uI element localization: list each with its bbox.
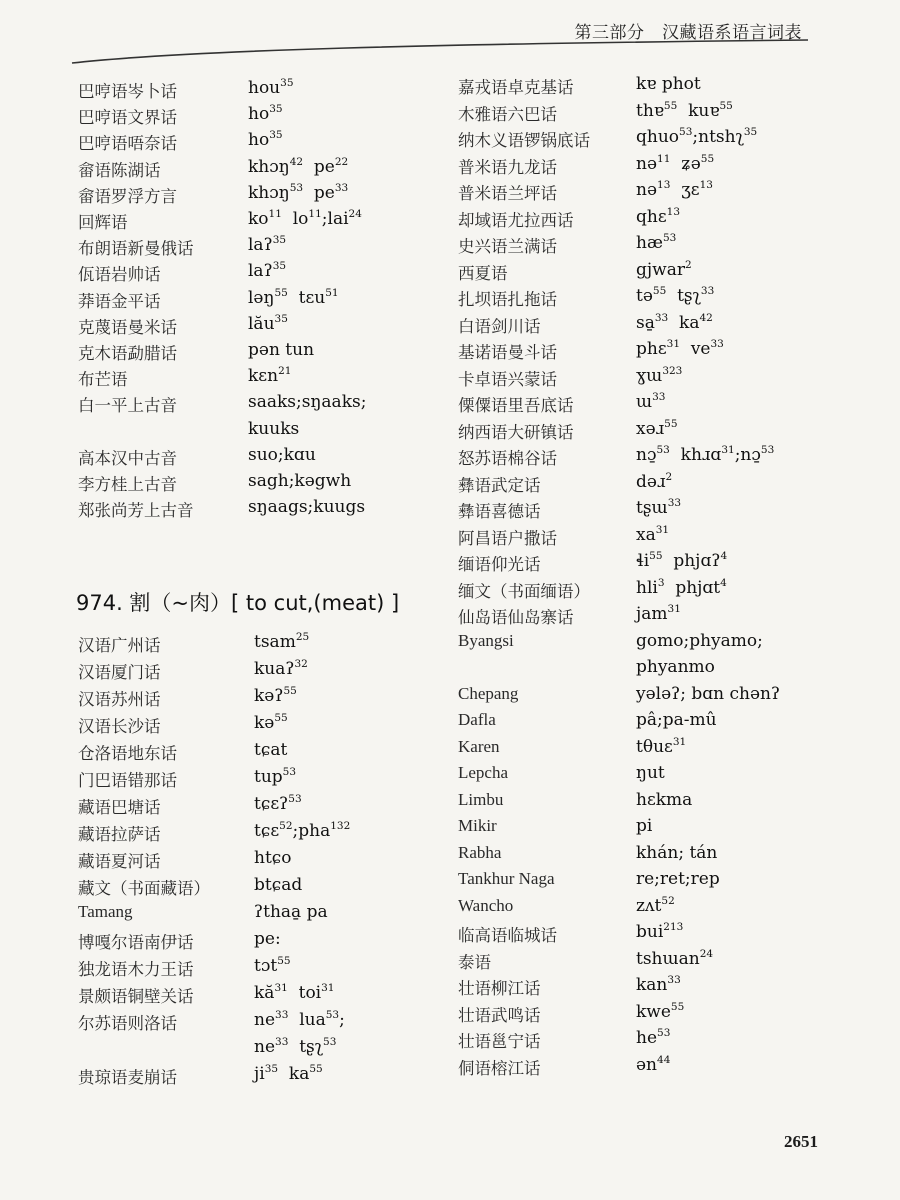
lexicon-entry (78, 767, 378, 793)
word-form: laʔ$^{35}$ (248, 260, 287, 282)
lexicon-entry (458, 525, 838, 551)
word-form: jam$^{31}$ (636, 603, 681, 624)
language-name: 回辉语 (78, 213, 128, 232)
lexicon-entry (78, 929, 378, 955)
language-name: 侗语榕江话 (458, 1058, 541, 1078)
lexicon-entry (458, 154, 838, 180)
lexicon-entry (78, 445, 378, 471)
lexicon-entry (458, 975, 838, 1001)
lexicon-entry (78, 686, 378, 712)
word-form: bui$^{213}$ (636, 921, 684, 942)
lexicon-entry (458, 816, 838, 842)
language-name: 克蔑语曼米话 (78, 317, 177, 337)
lexicon-entry (78, 157, 378, 183)
entry-heading: 974. 割（~肉）[ to cut,(meat) ] (76, 591, 400, 615)
lexicon-entry (78, 497, 378, 523)
word-form: zʌt$^{52}$ (636, 894, 675, 916)
language-name: 李方桂上古音 (78, 475, 177, 494)
word-form: nɔ̱$^{53}$ khɹɑ$^{31}$;nɔ̱$^{53}$ (636, 444, 775, 465)
language-name: 藏语夏河话 (78, 852, 161, 871)
word-form: tup$^{53}$ (254, 766, 297, 787)
word-form: saaks;sŋaaks; (248, 392, 367, 413)
lexicon-entry (458, 101, 838, 127)
language-name: 独龙语木力王话 (78, 960, 194, 979)
language-name: 藏语拉萨话 (78, 825, 161, 844)
language-name: 门巴语错那话 (78, 771, 177, 790)
word-form: kan$^{33}$ (636, 974, 681, 995)
word-form: $he^{53}$ (636, 1027, 671, 1048)
word-form: tɕat (254, 740, 288, 760)
lexicon-entry (458, 180, 838, 206)
word-form: $ho^{35}$ (248, 103, 283, 125)
word-form: kəʔ$^{55}$ (254, 685, 297, 706)
lexicon-entry (458, 207, 838, 233)
lexicon-entry (78, 130, 378, 156)
lexicon-entry (78, 821, 378, 847)
word-form: pən tun (248, 340, 315, 360)
language-name: 高本汉中古音 (78, 448, 177, 468)
lexicon-entry (78, 1064, 378, 1090)
word-form: xəɹ$^{55}$ (636, 417, 678, 439)
word-form: sŋaags;kuugs (248, 497, 366, 518)
word-form: thɐ$^{55}$ kuɐ$^{55}$ (636, 99, 733, 121)
word-form: tθuɛ$^{31}$ (636, 735, 687, 757)
lexicon-entry (458, 710, 838, 736)
word-form: khán; tán (636, 842, 718, 863)
lexicon-entry (78, 419, 378, 445)
language-name: 汉语苏州话 (78, 690, 161, 709)
word-form: laʔ$^{35}$ (248, 234, 287, 256)
language-name: 傈僳语里吾底话 (458, 396, 574, 415)
language-name: 白语剑川话 (458, 316, 541, 336)
lexicon-entry (458, 763, 838, 789)
lexicon-entry (458, 1002, 838, 1028)
language-name: 贵琼语麦崩话 (78, 1068, 177, 1087)
word-form: $ho^{35}$ (248, 129, 283, 151)
word-form: re;ret;rep (636, 869, 720, 889)
word-form: tshɯan$^{24}$ (636, 947, 714, 969)
lexicon-entry (458, 339, 838, 365)
language-name: 泰语 (458, 952, 491, 972)
word-form: nə$^{13}$ ʒɛ$^{13}$ (636, 179, 713, 200)
lexicon-entry (458, 1028, 838, 1054)
lexicon-entry (458, 604, 838, 630)
word-form: kuuks (248, 418, 300, 439)
word-form: ŋut (636, 763, 665, 783)
word-form: hli$^3$ phjɑt$^4$ (636, 576, 727, 598)
language-name: Dafla (458, 710, 496, 729)
word-form: tə$^{55}$ tʂʅ$^{33}$ (636, 285, 715, 306)
language-name: 纳木义语锣锅底话 (458, 131, 590, 150)
word-form: $xa^{31}$ (636, 523, 670, 545)
lexicon-entry (458, 392, 838, 418)
language-name: Mikir (458, 816, 497, 835)
language-name: 博嘎尔语南伊话 (78, 933, 194, 952)
language-name: 壮语邕宁话 (458, 1032, 541, 1051)
language-name: 西夏语 (458, 263, 508, 283)
running-header: 第三部分 汉藏语系语言词表 (574, 23, 802, 43)
lexicon-entry (458, 366, 838, 392)
lexicon-entry (78, 78, 378, 104)
language-name: Limbu (458, 789, 504, 809)
lexicon-entry (458, 1055, 838, 1081)
lexicon-entry (78, 288, 378, 314)
lexicon-entry (78, 104, 378, 130)
lexicon-entry (458, 843, 838, 869)
word-form: tɔt$^{55}$ (254, 955, 291, 976)
lexicon-entry (458, 472, 838, 498)
lexicon-entry (78, 1010, 378, 1036)
word-form: sagh;kəgwh (248, 471, 352, 491)
lexicon-entry (458, 631, 838, 657)
lexicon-entry (78, 261, 378, 287)
word-form: ɣɯ$^{323}$ (636, 364, 683, 386)
word-form: khɔŋ$^{42}$ $pe^{22}$ (248, 155, 349, 177)
word-form: lău$^{35}$ (248, 312, 288, 334)
language-name: 史兴语兰满话 (458, 237, 557, 256)
lexicon-entry (458, 445, 838, 471)
word-form: $kă^{31}$ toi$^{31}$ (254, 982, 335, 1003)
language-name: 藏语巴塘话 (78, 798, 161, 817)
lexicon-entry (78, 713, 378, 739)
language-name: 藏文（书面藏语） (78, 879, 210, 898)
language-name: Byangsi (458, 630, 514, 650)
lexicon-entry (458, 869, 838, 895)
lexicon-entry (78, 740, 378, 766)
lexicon-entry (78, 1037, 378, 1063)
word-form: kə$^{55}$ (254, 712, 288, 733)
language-name: 嘉戎语卓克基话 (458, 78, 574, 97)
lexicon-entry (458, 684, 838, 710)
lexicon-entry (458, 922, 838, 948)
word-form: ən$^{44}$ (636, 1053, 671, 1075)
word-form: kwe$^{55}$ (636, 1000, 685, 1022)
language-name: 彝语喜德话 (458, 502, 541, 521)
language-name: 彝语武定话 (458, 475, 541, 495)
language-name: 佤语岩帅话 (78, 265, 161, 285)
lexicon-entry (458, 233, 838, 259)
lexicon-entry (458, 949, 838, 975)
language-name: 白一平上古音 (78, 396, 177, 416)
lexicon-entry (78, 902, 378, 928)
language-name: 郑张尚芳上古音 (78, 501, 194, 521)
lexicon-entry (458, 419, 838, 445)
language-name: 临高语临城话 (458, 926, 557, 945)
language-name: Rabha (458, 842, 502, 862)
language-name: 普米语兰坪话 (458, 184, 557, 203)
language-name: 卡卓语兴蒙话 (458, 369, 557, 389)
language-name: 汉语长沙话 (78, 717, 161, 736)
word-form: nə$^{11}$ ʑə$^{55}$ (636, 152, 715, 174)
language-name: 景颇语铜壁关话 (78, 987, 194, 1006)
language-name: Karen (458, 736, 500, 756)
word-form: dəɹ$^2$ (636, 470, 673, 492)
word-form: pe: (254, 929, 281, 949)
lexicon-entry (458, 737, 838, 763)
word-form: hɛkma (636, 789, 693, 810)
language-name: Tamang (78, 902, 133, 921)
language-name: 汉语厦门话 (78, 663, 161, 682)
language-name: 缅语仰光话 (458, 555, 541, 574)
language-name: 仓洛语地东话 (78, 744, 177, 763)
lexicon-entry (78, 366, 378, 392)
word-form: yələʔ; bɑn chənʔ (636, 683, 781, 704)
language-name: 普米语九龙话 (458, 157, 557, 177)
lexicon-entry (78, 956, 378, 982)
language-name: 纳西语大研镇话 (458, 422, 574, 442)
lexicon-entry (78, 314, 378, 340)
language-name: Wancho (458, 895, 514, 915)
lexicon-entry (78, 659, 378, 685)
lexicon-entry (458, 498, 838, 524)
lexicon-entry (78, 340, 378, 366)
word-form: khɔŋ$^{53}$ $pe^{33}$ (248, 181, 349, 203)
lexicon-entry (78, 848, 378, 874)
word-form: ɬi$^{55}$ phjɑʔ$^4$ (636, 550, 728, 571)
header-curve-rule (70, 0, 810, 70)
lexicon-entry (458, 286, 838, 312)
lexicon-entry (78, 632, 378, 658)
lexicon-entry (78, 183, 378, 209)
lexicon-entry (458, 790, 838, 816)
language-name: 扎坝语扎拖话 (458, 290, 557, 309)
word-form: $ne^{33}$ lua$^{53}$; (254, 1009, 345, 1030)
word-form: phyanmo (636, 657, 715, 677)
word-form: pi (636, 816, 653, 836)
language-name: 基诺语曼斗话 (458, 343, 557, 362)
language-name: 巴哼语岑卜话 (78, 82, 177, 101)
word-form: gjwar$^2$ (636, 258, 692, 280)
lexicon-entry (78, 471, 378, 497)
word-form: $ko^{11}$ $lo^{11};lai^{24}$ (248, 208, 362, 229)
word-form: tɕɛʔ$^{53}$ (254, 793, 302, 814)
word-form: kuaʔ$^{32}$ (254, 658, 308, 679)
lexicon-entry (458, 74, 838, 100)
language-name: 尔苏语则洛话 (78, 1014, 177, 1033)
lexicon-entry (458, 127, 838, 153)
language-name: 巴哼语文界话 (78, 108, 177, 128)
word-form: kɛn$^{21}$ (248, 365, 292, 387)
word-form: pâ;pa-mû (636, 710, 717, 730)
word-form: phɛ$^{31}$ $ve^{33}$ (636, 338, 724, 359)
language-name: 壮语柳江话 (458, 979, 541, 998)
lexicon-entry (78, 209, 378, 235)
word-form: ləŋ$^{55}$ tɛu$^{51}$ (248, 286, 339, 308)
word-form: suo;kɑu (248, 444, 316, 465)
language-name: Lepcha (458, 763, 509, 782)
word-form: $ji^{35}$ $ka^{55}$ (254, 1063, 323, 1084)
language-name: 壮语武鸣话 (458, 1005, 541, 1025)
lexicon-entry (78, 875, 378, 901)
language-name: Chepang (458, 683, 519, 703)
language-name: 巴哼语唔奈话 (78, 134, 177, 154)
word-form: qhuo$^{53}$;ntshʅ$^{35}$ (636, 126, 758, 147)
language-name: 缅文（书面缅语） (458, 581, 590, 601)
language-name: 汉语广州话 (78, 636, 161, 655)
lexicon-entry (458, 896, 838, 922)
language-name: 却域语尤拉西话 (458, 210, 574, 230)
word-form: ɯ$^{33}$ (636, 391, 666, 412)
word-form: $ne^{33}$ tʂʅ$^{53}$ (254, 1036, 337, 1057)
word-form: kɐ phot (636, 74, 701, 94)
word-form: htɕo (254, 848, 292, 868)
word-form: sa̱$^{33}$ $ka^{42}$ (636, 311, 713, 333)
language-name: 阿昌语户撒话 (458, 528, 557, 548)
word-form: qhɛ$^{13}$ (636, 205, 681, 227)
lexicon-entry (78, 794, 378, 820)
page-number: 2651 (784, 1132, 818, 1151)
word-form: tɕɛ$^{52}$;pha$^{132}$ (254, 820, 351, 841)
lexicon-entry (458, 260, 838, 286)
language-name: 莽语金平话 (78, 291, 161, 311)
language-name: 畲语陈湖话 (78, 160, 161, 180)
language-name: 布朗语新曼俄话 (78, 239, 194, 259)
word-form: hou$^{35}$ (248, 77, 294, 98)
left-column-bottom (78, 632, 378, 1092)
lexicon-entry (78, 392, 378, 418)
language-name: 仙岛语仙岛寨话 (458, 608, 574, 627)
word-form: ʔthaa̱ pa (254, 902, 328, 922)
word-form: gomo;phyamo; (636, 630, 763, 651)
lexicon-entry (458, 313, 838, 339)
word-form: $hæ^{53}$ (636, 232, 677, 253)
lexicon-entry (458, 551, 838, 577)
language-name: Tankhur Naga (458, 869, 555, 888)
language-name: 木雅语六巴话 (458, 104, 557, 124)
word-form: tʂɯ$^{33}$ (636, 497, 682, 518)
lexicon-entry (458, 657, 838, 683)
right-column (458, 74, 838, 1094)
lexicon-entry (78, 235, 378, 261)
lexicon-entry (78, 983, 378, 1009)
lexicon-entry (458, 578, 838, 604)
word-form: btɕad (254, 875, 303, 895)
language-name: 畲语罗浮方言 (78, 186, 177, 206)
left-column-top (78, 78, 378, 528)
language-name: 克木语勐腊话 (78, 344, 177, 363)
language-name: 怒苏语棉谷话 (458, 449, 557, 468)
word-form: tsam$^{25}$ (254, 631, 310, 652)
language-name: 布芒语 (78, 370, 128, 390)
